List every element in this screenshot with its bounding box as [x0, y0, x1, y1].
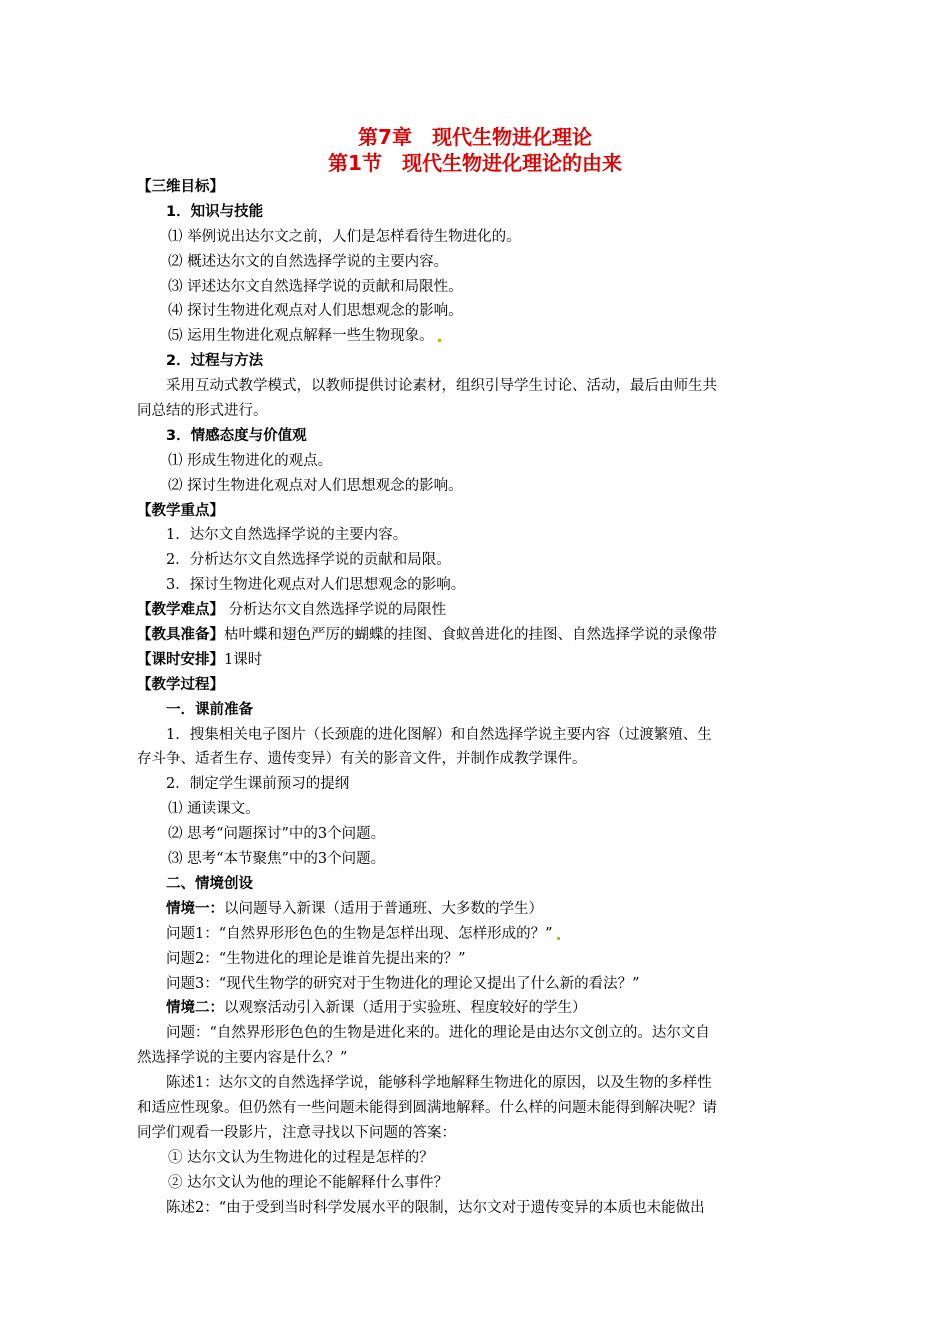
knowledge-item: ⑵ 概述达尔文的自然选择学说的主要内容。: [168, 253, 449, 270]
speck-mark: [557, 937, 560, 940]
question-3: 问题3：“现代生物学的研究对于生物进化的理论又提出了什么新的看法？”: [166, 975, 640, 992]
knowledge-item: ⑶ 评述达尔文自然选择学说的贡献和局限性。: [168, 278, 463, 295]
procedure-header: 【教学过程】: [137, 676, 224, 693]
tools-line: [137, 623, 817, 648]
scene-2-line: [137, 996, 817, 1021]
schedule-label: 【课时安排】: [137, 651, 224, 668]
tools-label: 【教具准备】: [137, 627, 224, 644]
schedule-text: 1课时: [224, 651, 263, 668]
scene-1-text: 以问题导入新课（适用于普通班、大多数的学生）: [224, 900, 543, 917]
statement-1-line-1: 陈述1：达尔文的自然选择学说，能够科学地解释生物进化的原因，以及生物的多样性: [166, 1075, 712, 1092]
attitude-item: ⑵ 探讨生物进化观点对人们思想观念的影响。: [168, 477, 463, 494]
prep-item-1-line-1: 1．搜集相关电子图片（长颈鹿的进化图解）和自然选择学说主要内容（过渡繁殖、生: [166, 726, 712, 743]
knowledge-item-text: ⑸ 运用生物进化观点解释一些生物现象。: [168, 328, 434, 345]
statement-2-line: 陈述2：“由于受到当时科学发展水平的限制，达尔文对于遗传变异的本质也未能做出: [166, 1199, 705, 1216]
circled-item: ① 达尔文认为生物进化的过程是怎样的？: [168, 1149, 434, 1166]
question-2: 问题2：“生物进化的理论是谁首先提出来的？”: [166, 950, 466, 967]
section-title: 第1节 现代生物进化理论的由来: [328, 151, 622, 175]
knowledge-item: ⑷ 探讨生物进化观点对人们思想观念的影响。: [168, 303, 463, 320]
key-point-item: 1．达尔文自然选择学说的主要内容。: [166, 527, 408, 544]
knowledge-heading: 1．知识与技能: [166, 203, 264, 220]
attitude-heading: 3．情感态度与价值观: [166, 427, 307, 444]
scene-2-label: 情境二：: [166, 1000, 224, 1017]
attitude-item: ⑴ 形成生物进化的观点。: [168, 452, 333, 469]
question-line-2: 然选择学说的主要内容是什么？”: [137, 1050, 348, 1067]
process-line-1: 采用互动式教学模式，以教师提供讨论素材，组织引导学生讨论、活动，最后由师生共: [166, 378, 717, 395]
process-line-2: 同总结的形式进行。: [137, 403, 268, 420]
knowledge-item: ⑴ 举例说出达尔文之前，人们是怎样看待生物进化的。: [168, 228, 521, 245]
speck-mark: [438, 339, 441, 342]
scene-1-line: [137, 897, 817, 922]
scene-heading: 二、情境创设: [166, 875, 253, 892]
prep-subitem: ⑵ 思考“问题探讨”中的3个问题。: [168, 826, 386, 843]
prep-subitem: ⑶ 思考“本节聚焦”中的3个问题。: [168, 851, 386, 868]
question-line-1: 问题：“自然界形形色色的生物是进化来的。进化的理论是由达尔文创立的。达尔文自: [166, 1025, 710, 1042]
scene-2-text: 以观察活动引入新课（适用于实验班、程度较好的学生）: [224, 1000, 587, 1017]
scene-1-label: 情境一：: [166, 900, 224, 917]
circled-item: ② 达尔文认为他的理论不能解释什么事件？: [168, 1174, 449, 1191]
prep-item-1-line-2: 存斗争、适者生存、遗传变异）有关的影音文件，并制作成教学课件。: [137, 751, 587, 768]
tools-text: 枯叶蝶和翅色严厉的蝴蝶的挂图、食蚁兽进化的挂图、自然选择学说的录像带: [224, 627, 717, 644]
prep-item-2: 2．制定学生课前预习的提纲: [166, 776, 350, 793]
chapter-title: 第7章 现代生物进化理论: [358, 125, 592, 149]
goals-header: 【三维目标】: [137, 179, 224, 195]
prep-heading: 一．课前准备: [166, 701, 253, 718]
document-body: [137, 175, 817, 1220]
schedule-line: [137, 648, 817, 673]
key-points-header: 【教学重点】: [137, 502, 224, 519]
difficulty-line: [137, 598, 817, 623]
knowledge-item-5: [137, 324, 817, 349]
process-heading: 2．过程与方法: [166, 353, 264, 370]
statement-1-line-3: 同学们观看一段影片，注意寻找以下问题的答案：: [137, 1124, 456, 1141]
key-point-item: 2．分析达尔文自然选择学说的贡献和局限。: [166, 552, 451, 569]
key-point-item: 3．探讨生物进化观点对人们思想观念的影响。: [166, 577, 466, 594]
question-1: [137, 922, 817, 947]
difficulty-label: 【教学难点】: [137, 602, 224, 619]
difficulty-text: 分析达尔文自然选择学说的局限性: [224, 602, 447, 619]
statement-1-line-2: 和适应性现象。但仍然有一些问题未能得到圆满地解释。什么样的问题未能得到解决呢？请: [137, 1099, 717, 1116]
prep-subitem: ⑴ 通读课文。: [168, 801, 260, 818]
question-text: 问题1：“自然界形形色色的生物是怎样出现、怎样形成的？”: [166, 925, 553, 942]
